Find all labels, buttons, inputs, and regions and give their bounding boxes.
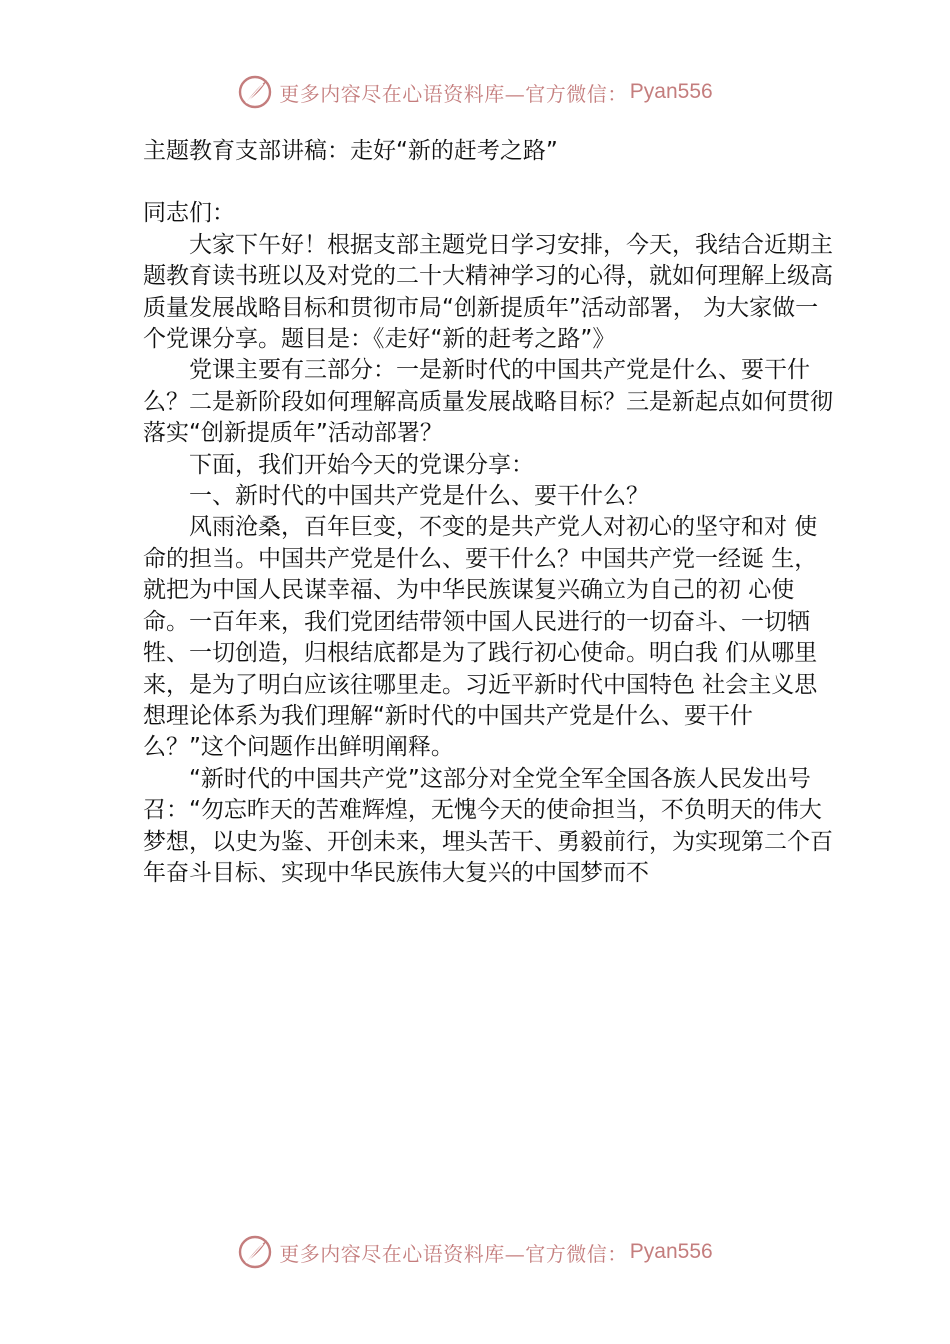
paragraph-outline: 党课主要有三部分：一是新时代的中国共产党是什么、要干什么？二是新阶段如何理解高质量发展战略目标？三是新起点如何贯彻落实“创新提质年”活动部署？ bbox=[143, 357, 833, 447]
feather-quill-logo-icon bbox=[237, 74, 273, 110]
salutation: 同志们： bbox=[143, 200, 235, 227]
watermark-wechat-id: Pyan556 bbox=[629, 80, 713, 103]
paragraph-greeting: 大家下午好！根据支部主题党日学习安排，今天，我结合近期主题教育读书班以及对党的二十大精神学习的心得，就如何理解上级高质量发展战略目标和贯彻市局“创新提质年”活动部署， 为大家做一个党课分享。题目是：《走好“新的赶考之路”》 bbox=[143, 231, 833, 353]
paragraph-mission: 风雨沧桑，百年巨变，不变的是共产党人对初心的坚守和对 使命的担当。中国共产党是什么、要干什么？中国共产党一经诞 生，就把为中国人民谋幸福、为中华民族谋复兴确立为自己的初 心使命。一百年来，我们党团结带领中国人民进行的一切奋斗、一切牺牲、一切创造，归根结底都是为了践行初心使命。明白我 们从哪里来，是为了明白应该往哪里走。习近平新时代中国特色 社会主义思想理论体系为我们理解“新时代的中国共产党是什么、要干什么？”这个问题作出鲜明阐释。 bbox=[143, 514, 818, 761]
footer-watermark bbox=[0, 1232, 950, 1272]
section-heading-one: 一、新时代的中国共产党是什么、要干什么？ bbox=[189, 483, 649, 510]
watermark-text: 更多内容尽在心语资料库—官方微信： bbox=[279, 81, 628, 106]
header-watermark bbox=[0, 72, 950, 112]
document-body bbox=[143, 136, 833, 889]
watermark-wechat-id: Pyan556 bbox=[629, 1240, 713, 1263]
feather-quill-logo-icon bbox=[237, 1234, 273, 1270]
paragraph-transition: 下面，我们开始今天的党课分享： bbox=[189, 451, 534, 478]
watermark-text: 更多内容尽在心语资料库—官方微信： bbox=[279, 1241, 628, 1266]
paragraph-call: “新时代的中国共产党”这部分对全党全军全国各族人民发出号召：“勿忘昨天的苦难辉煌，无愧今天的使命担当，不负明天的伟大梦想，以史为鉴、开创未来，埋头苦干、勇毅前行，为实现第二个百年奋斗目标、实现中华民族伟大复兴的中国梦而不 bbox=[143, 765, 833, 886]
document-title: 主题教育支部讲稿：走好“新的赶考之路” bbox=[143, 138, 558, 164]
